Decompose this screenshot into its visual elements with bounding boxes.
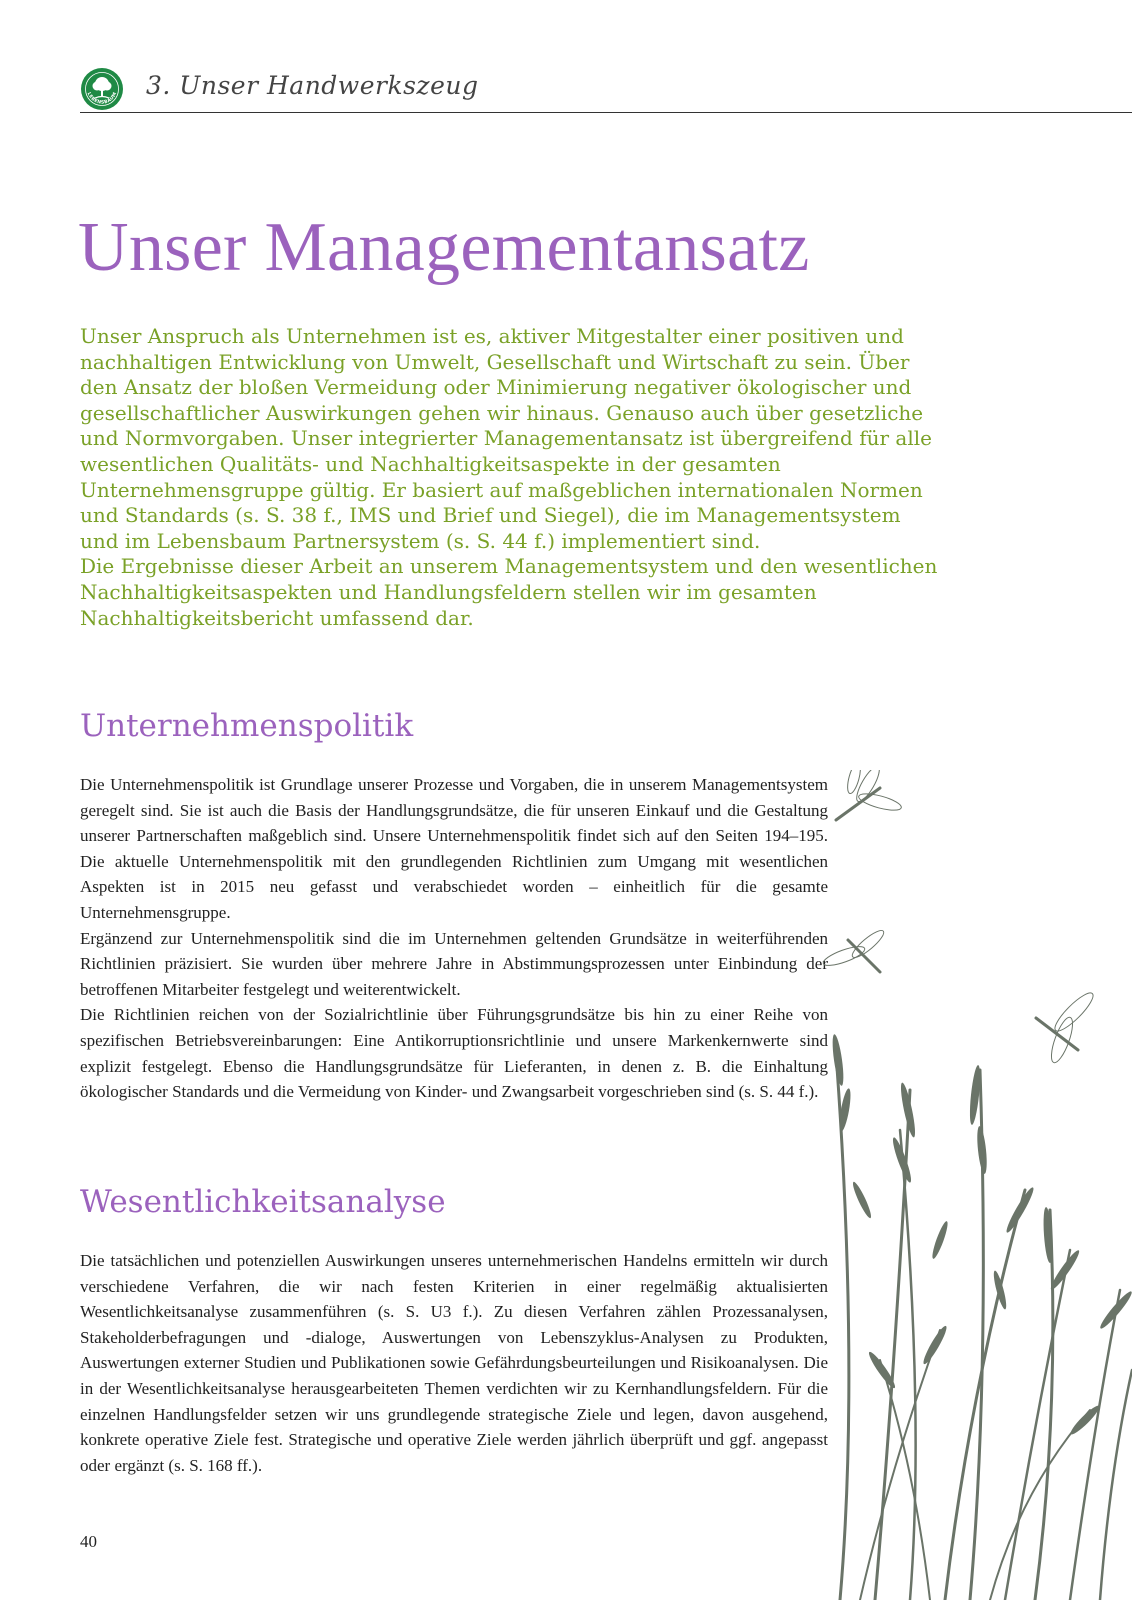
- dragonfly-icon: [1036, 989, 1097, 1065]
- section-heading-wesentlichkeitsanalyse: Wesentlichkeitsanalyse: [80, 1184, 446, 1220]
- intro-paragraph: Unser Anspruch als Unternehmen ist es, aktiver Mitgestalter einer positiven und nachhaltigen Entwicklung von Umwelt, Gesellschaft und Wirtschaft zu sein. Über den Ansatz der bloßen Vermeidung oder Minimierung negativer ökologischer und gesellschaftlicher Auswirkungen gehen wir hinaus. Genauso auch über gesetzliche und Normvorgaben. Unser integrierter Managementansatz ist übergreifend für alle wesentlichen Qualitäts- und Nachhaltigkeitsaspekte in der gesamten Unternehmensgruppe gültig. Er basiert auf maßgeblichen internationalen Normen und Standards (s. S. 38 f., IMS und Brief und Siegel), die im Managementsystem und im Lebensbaum Partnersystem (s. S. 44 f.) implementiert sind.: [80, 324, 932, 553]
- page-header: [80, 63, 1132, 113]
- intro-paragraph: Die Ergebnisse dieser Arbeit an unserem Managementsystem und den wesentlichen Nachhaltigkeitsaspekten und Handlungsfeldern stellen wir im gesamten Nachhaltigkeitsbericht umfassend dar.: [80, 554, 938, 630]
- intro-text: [80, 324, 940, 631]
- header-divider: [80, 112, 1132, 113]
- section-body-wesentlichkeitsanalyse: [80, 1248, 828, 1478]
- svg-text:LEBENSBAUM: LEBENSBAUM: [85, 91, 119, 106]
- body-paragraph: Die Richtlinien reichen von der Sozialrichtlinie über Führungsgrundsätze bis hin zu einer Reihe von spezifischen Betriebsvereinbarungen: Eine Antikorruptionsrichtlinie und unsere Markenkernwerte sind explizit festgelegt. Ebenso die Handlungsgrundsätze für Lieferanten, in denen z. B. die Einhaltung ökologischer Standards und die Vermeidung von Kinder- und Zwangsarbeit vorgeschrieben sind (s. S. 44 f.).: [80, 1005, 828, 1102]
- page-title: Unser Managementansatz: [78, 209, 810, 286]
- dragonfly-icon: [836, 770, 903, 820]
- section-heading-unternehmenspolitik: Unternehmenspolitik: [80, 708, 414, 744]
- body-paragraph: Ergänzend zur Unternehmenspolitik sind die im Unternehmen geltenden Grundsätze in weiterführenden Richtlinien präzisiert. Sie wurden über mehrere Jahre in Abstimmungsprozessen unter Einbindung der betroffenen Mitarbeiter festgelegt und weiterentwickelt.: [80, 928, 828, 999]
- dragonfly-icon: [821, 927, 887, 972]
- grass-illustration: [820, 770, 1132, 1600]
- body-paragraph: Die tatsächlichen und potenziellen Auswirkungen unseres unternehmerischen Handelns ermitteln wir durch verschiedene Verfahren, die wir nach festen Kriterien in einer regelmäßig aktualisierten Wesentlichkeitsanalyse zusammenführen (s. S. U3 f.). Zu diesen Verfahren zählen Prozessanalysen, Stakeholderbefragungen und -dialoge, Auswertungen von Lebenszyklus-Analysen zu Produkten, Auswertungen externer Studien und Publikationen sowie Gefährdungsbeurteilungen und Risikoanalysen. Die in der Wesentlichkeitsanalyse herausgearbeiteten Themen verdichten wir zu Kernhandlungsfeldern. Für die einzelnen Handlungsfelder setzen wir uns grundlegende strategische Ziele und legen, davon ausgehend, konkrete operative Ziele fest. Strategische und operative Ziele werden jährlich überprüft und ggf. angepasst oder ergänzt (s. S. 168 ff.).: [80, 1251, 828, 1475]
- chapter-title: 3. Unser Handwerkszeug: [146, 71, 479, 100]
- lebensbaum-logo: [80, 67, 124, 111]
- body-paragraph: Die Unternehmenspolitik ist Grundlage unserer Prozesse und Vorgaben, die in unserem Managementsystem geregelt sind. Sie ist auch die Basis der Handlungsgrundsätze, die für unseren Einkauf und die Gestaltung unserer Partnerschaften maßgeblich sind. Unsere Unternehmenspolitik findet sich auf den Seiten 194–195. Die aktuelle Unternehmenspolitik mit den grundlegenden Richtlinien zum Umgang mit wesentlichen Aspekten ist in 2015 neu gefasst und verabschiedet worden – einheitlich für die gesamte Unternehmensgruppe.: [80, 775, 828, 922]
- page-number: 40: [80, 1532, 97, 1551]
- section-body-unternehmenspolitik: [80, 772, 828, 1105]
